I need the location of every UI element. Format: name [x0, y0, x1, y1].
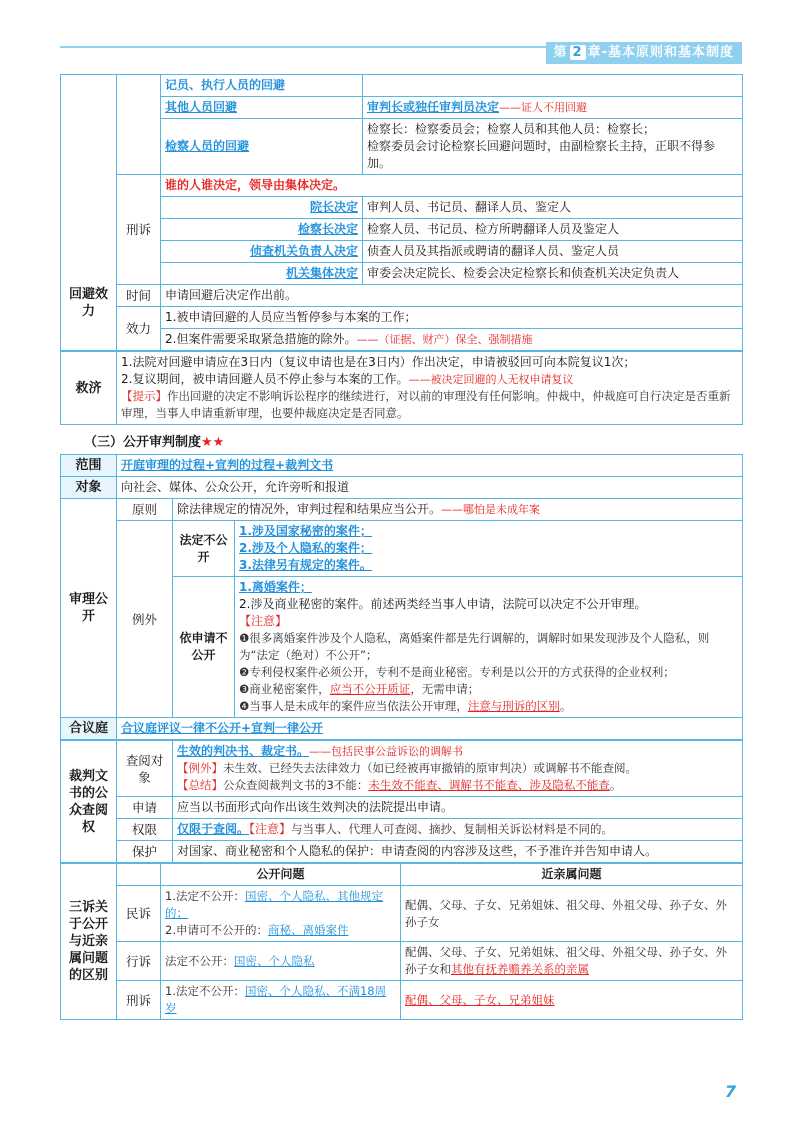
- principle-label: 原则: [117, 499, 173, 521]
- criminal-lead: 谁的人谁决定，领导由集体决定。: [161, 175, 743, 197]
- apply-2: 2.涉及商业秘密的案件。前述两类经当事人申请，法院可以决定不公开审理。: [239, 597, 647, 611]
- docs-exception: 未生效、已经失去法律效力（如已经被再审撤销的原审判决）或调解书不能查阅。: [223, 761, 637, 775]
- criminal-scope-2: 侦查人员及其指派或聘请的翻译人员、鉴定人员: [363, 241, 743, 263]
- panel-label: 合议庭: [61, 718, 117, 740]
- avoid-label: 回避效力: [61, 75, 117, 351]
- trial-label: 审理公开: [61, 499, 117, 718]
- criminal-label: 刑诉: [117, 175, 161, 285]
- remedy-line-2-note: ——被决定回避的人无权申请复议: [408, 373, 574, 386]
- col-relatives: 近亲属问题: [401, 864, 743, 886]
- scope-text: 开庭审理的过程+宣判的过程+裁判文书: [121, 458, 334, 472]
- effect-note: ——（证据、财产）保全、强制措施: [356, 333, 533, 346]
- remedy-line-1: 1.法院对回避申请应在3日内（复议申请也是在3日内）作出决定，申请被驳回可向本院复议1次；: [121, 355, 636, 369]
- pros-decide-2: 检察委员会讨论检察长回避问题时，由副检察长主持，正职不得参加。: [367, 139, 716, 170]
- criminal-who-3: 机关集体决定: [285, 266, 358, 280]
- page-header: [60, 42, 742, 64]
- criminal-scope-3: 审委会决定院长、检委会决定检察长和侦查机关决定负责人: [363, 263, 743, 285]
- page-number: 7: [724, 1082, 736, 1101]
- section-stars: ★★: [201, 435, 225, 450]
- effect-label: 效力: [117, 307, 161, 351]
- docs-protect: 对国家、商业秘密和个人隐私的保护：申请查阅的内容涉及这些，不予准许并告知申请人。: [173, 841, 743, 863]
- notice-4c: 。: [559, 699, 572, 713]
- row-others: 其他人员回避: [161, 97, 363, 119]
- admin-open-a: 法定不公开：: [165, 953, 234, 968]
- effect-2: 2.但案件需要采取紧急措施的除外。: [165, 332, 357, 346]
- statutory-label: 法定不公开: [173, 521, 235, 577]
- docs-limit-a: 仅限于查阅。: [177, 822, 250, 836]
- panel-text: 合议庭评议一律不公开+宣判一律公开: [121, 721, 324, 735]
- object-text: 向社会、媒体、公众公开，允许旁听和报道: [117, 477, 743, 499]
- criminal-scope-0: 审判人员、书记员、翻译人员、鉴定人: [363, 197, 743, 219]
- docs-apply: 应当以书面形式向作出该生效判决的法院提出申请。: [173, 797, 743, 819]
- principle-text: 除法律规定的情况外，审判过程和结果应当公开。: [177, 502, 442, 516]
- notice-4b: 注意与刑诉的区别: [467, 699, 560, 713]
- civil-open-d: 商秘、离婚案件: [267, 923, 349, 937]
- law-admin: 行诉: [117, 942, 161, 981]
- notice-3c: ，无需申请；: [410, 682, 480, 696]
- admin-rel-a: 配偶、父母、子女、兄弟姐妹、祖父母、外祖父母、孙子女、外孙子女和: [405, 945, 727, 976]
- tip-text: 作出回避的决定不影响诉讼程序的继续进行，对以前的审理没有任何影响。仲裁中，仲裁庭可自行决定是否重新审理，当事人申请重新审理，也要仲裁庭决定是否同意。: [121, 389, 731, 420]
- others-note: ——证人不用回避: [499, 101, 588, 114]
- notice-1: ❶很多离婚案件涉及个人隐私，离婚案件都是先行调解的，调解时如果发现涉及个人隐私，则为“法定（绝对）不公开”；: [239, 631, 710, 662]
- content: [60, 74, 742, 1020]
- others-decide: 审判长或独任审判员决定: [367, 100, 500, 114]
- docs-object-note: ——包括民事公益诉讼的调解书: [309, 745, 464, 758]
- object-label: 对象: [61, 477, 117, 499]
- crim-open-b: 国密、个人隐私、不满18周岁: [165, 984, 387, 1015]
- effect-1: 1.被申请回避的人员应当暂停参与本案的工作；: [161, 307, 743, 329]
- chapter-prefix: 第: [553, 45, 568, 60]
- time-label: 时间: [117, 285, 161, 307]
- criminal-who-1: 检察长决定: [297, 222, 358, 236]
- time-text: 申请回避后决定作出前。: [161, 285, 743, 307]
- civil-rel: 配偶、父母、子女、兄弟姐妹、祖父母、外祖父母、孙子女、外孙子女: [405, 897, 727, 929]
- docs-exception-tag: 【例外】: [177, 761, 223, 775]
- docs-limit-b: 与当事人、代理人可查阅、摘抄、复制相关诉讼材料是不同的。: [291, 822, 614, 836]
- notice-4a: ❹当事人是未成年的案件应当依法公开审理，: [239, 699, 468, 713]
- chapter-title: 章-基本原则和基本制度: [587, 45, 734, 60]
- row-pros: 检察人员的回避: [161, 119, 363, 175]
- open-trial-table: [60, 454, 743, 740]
- civil-open-a: 1.法定不公开：: [165, 889, 245, 903]
- civil-open-b: 国密、个人隐私、其他规定的；: [165, 889, 383, 920]
- section-title: （三）公开审判制度★★: [84, 435, 225, 450]
- principle-note: ——哪怕是未成年案: [441, 503, 541, 516]
- pros-decide-1: 检察长：检察委员会；检察人员和其他人员：检察长；: [367, 122, 656, 136]
- col-open: 公开问题: [161, 864, 401, 886]
- statutory-0: 1.涉及国家秘密的案件；: [239, 524, 372, 538]
- row-clerk: 记员、执行人员的回避: [161, 75, 363, 97]
- statutory-2: 3.法律另有规定的案件。: [239, 558, 372, 572]
- law-criminal: 刑诉: [117, 981, 161, 1020]
- docs-summary-c: 。: [609, 778, 622, 792]
- crim-rel-b: 配偶、父母、子女、兄弟姐妹: [405, 992, 555, 1007]
- criminal-who-2: 侦查机关负责人决定: [249, 244, 358, 258]
- notice-3b: 应当不公开质证: [329, 682, 411, 696]
- docs-summary-b: 未生效不能查、调解书不能查、涉及隐私不能查: [368, 778, 610, 792]
- docs-label: 裁判文书的公众查阅权: [61, 741, 117, 863]
- admin-open-b: 国密、个人隐私: [234, 953, 315, 968]
- apply-label: 依申请不公开: [173, 577, 235, 718]
- three-laws-label: 三诉关于公开与近亲属问题的区别: [61, 864, 117, 1020]
- crim-open-a: 1.法定不公开：: [165, 984, 245, 998]
- remedy-label: 救济: [61, 352, 117, 425]
- three-laws-table: [60, 863, 743, 1020]
- criminal-scope-1: 检察人员、书记员、检方所聘翻译人员及鉴定人: [363, 219, 743, 241]
- scope-label: 范围: [61, 455, 117, 477]
- criminal-who-0: 院长决定: [309, 200, 358, 214]
- remedy-line-2: 2.复议期间，被申请回避人员不停止参与本案的工作。: [121, 372, 409, 386]
- chapter-tab: [546, 42, 742, 64]
- docs-protect-label: 保护: [117, 841, 173, 863]
- docs-summary-a: 公众查阅裁判文书的3不能：: [223, 778, 369, 792]
- notice-3a: ❸商业秘密案件，: [239, 682, 330, 696]
- docs-limit-label: 权限: [117, 819, 173, 841]
- avoid-table: [60, 74, 743, 351]
- docs-object-label: 查阅对象: [117, 741, 173, 797]
- exception-label: 例外: [117, 521, 173, 718]
- docs-object: 生效的判决书、裁定书。: [177, 744, 310, 758]
- law-civil: 民诉: [117, 886, 161, 942]
- docs-limit-tag: 【注意】: [249, 822, 292, 836]
- remedy-table: [60, 351, 743, 425]
- notice-tag: 【注意】: [239, 614, 288, 628]
- chapter-number: 2: [570, 45, 586, 60]
- tip-tag: 【提示】: [121, 389, 167, 403]
- statutory-1: 2.涉及个人隐私的案件；: [239, 541, 372, 555]
- apply-1: 1.离婚案件；: [239, 580, 312, 594]
- notice-2: ❷专利侵权案件必须公开，专利不是商业秘密。专利是以公开的方式获得的企业权利；: [239, 665, 675, 679]
- civil-open-c: 2.申请可不公开的：: [165, 923, 268, 937]
- docs-summary-tag: 【总结】: [177, 778, 223, 792]
- admin-rel-b: 其他有抚养赡养关系的亲属: [451, 962, 589, 976]
- judgment-docs-table: [60, 740, 743, 863]
- docs-apply-label: 申请: [117, 797, 173, 819]
